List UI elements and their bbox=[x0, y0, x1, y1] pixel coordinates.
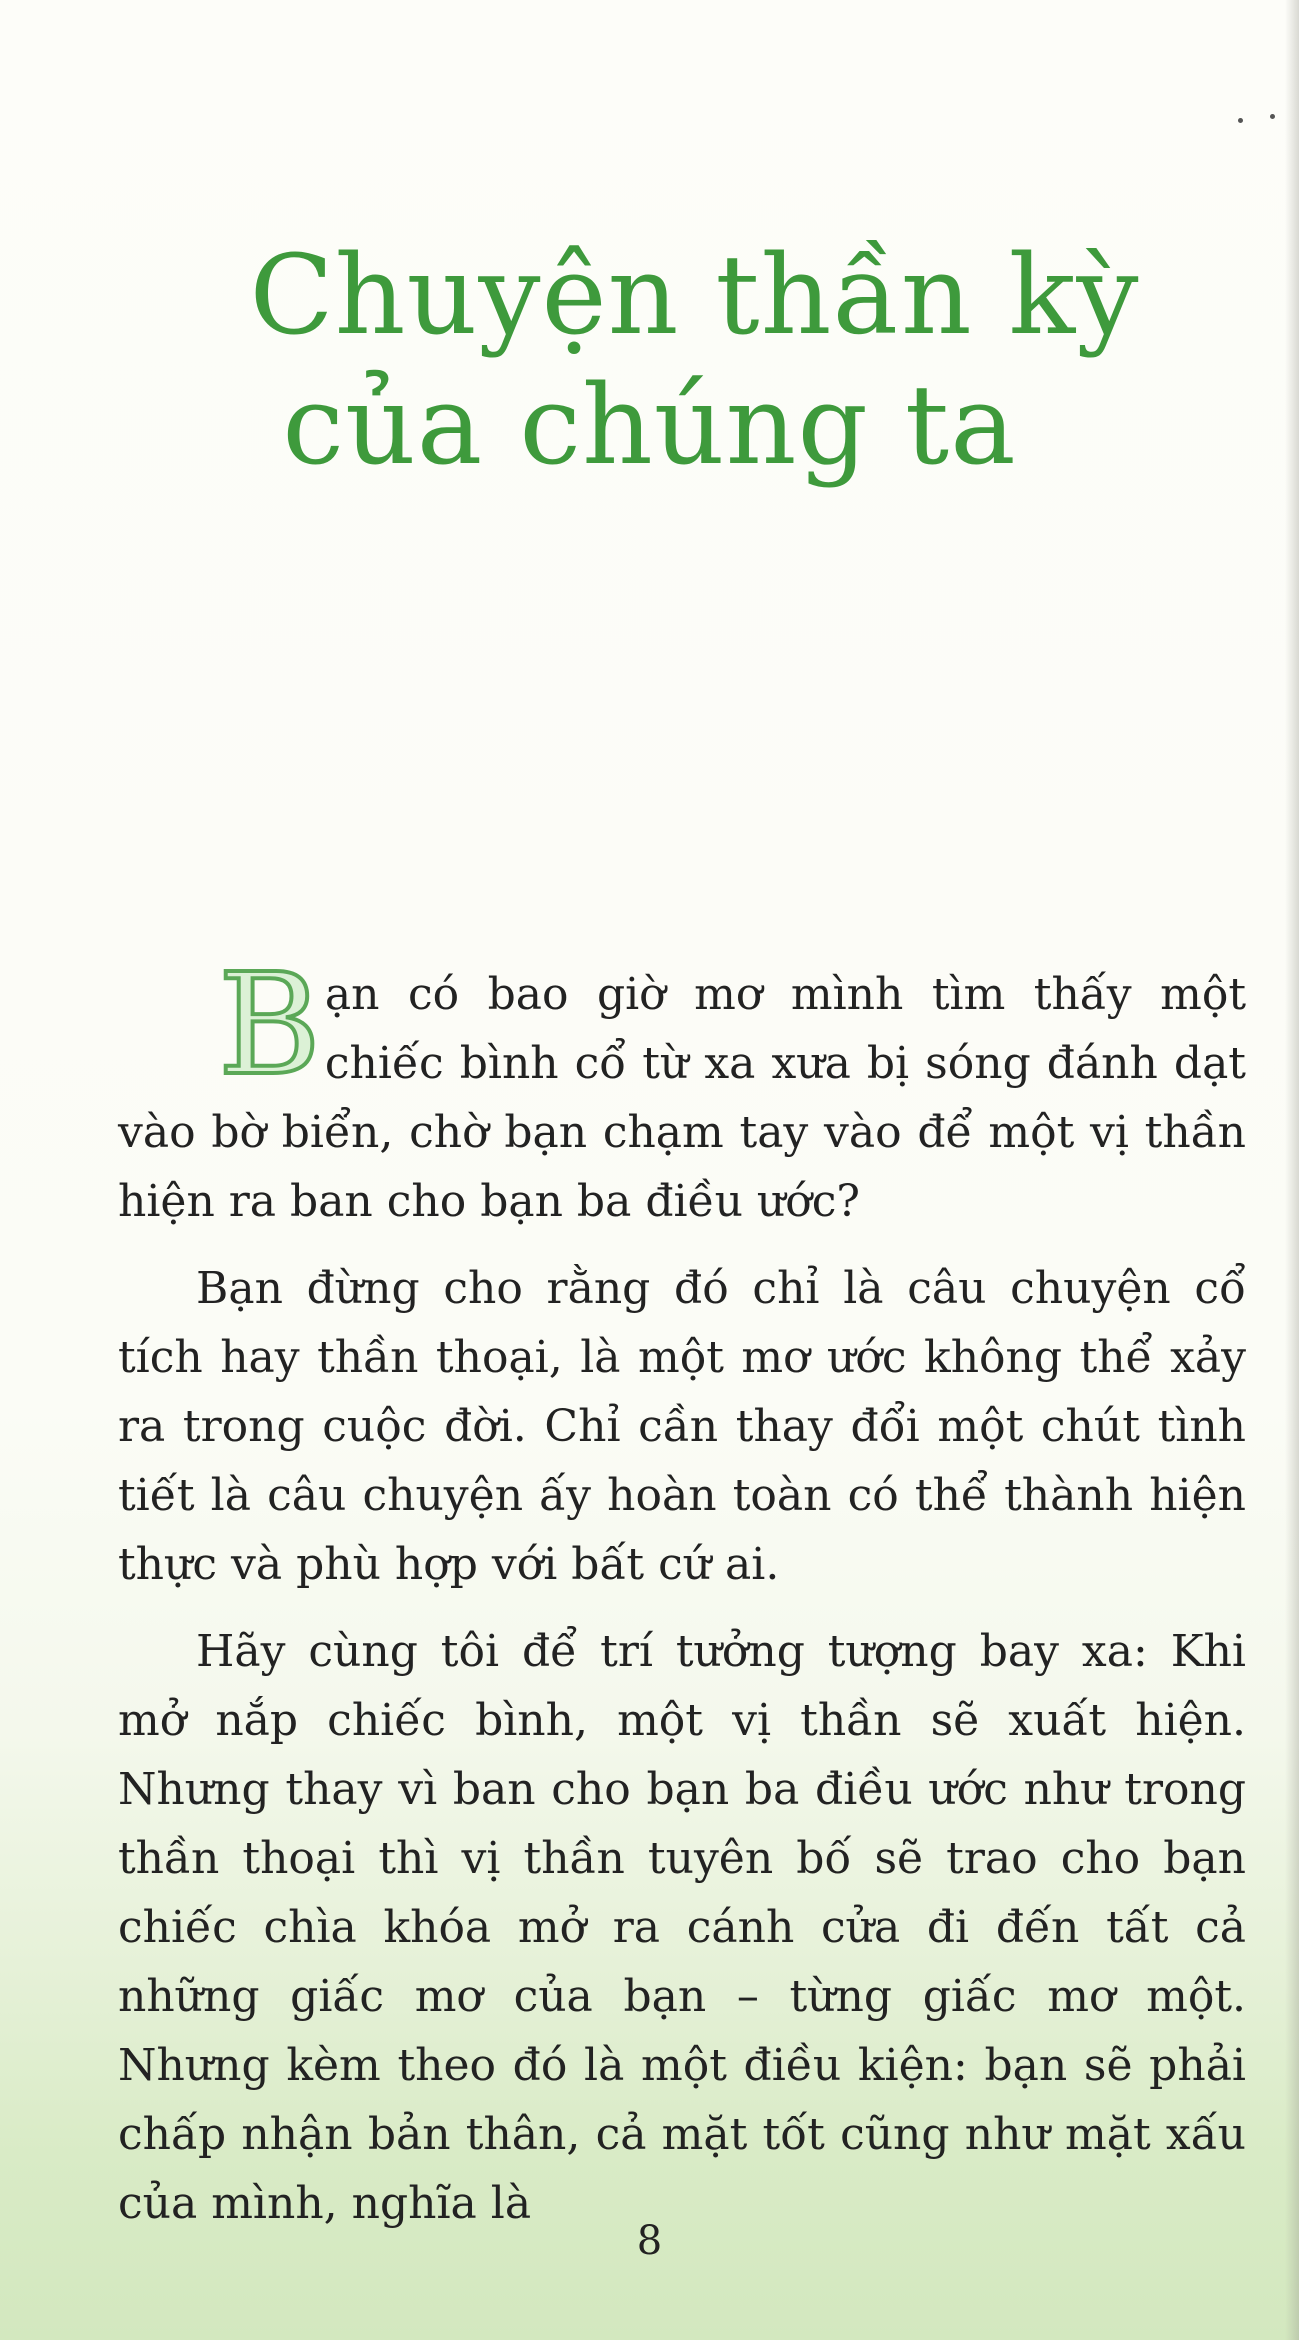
paragraph-3: Hãy cùng tôi để trí tưởng tượng bay xa: Khi mở nắp chiếc bình, một vị thần sẽ xuất hiện. Nhưng thay vì ban cho bạn ba điều ước như trong thần thoại thì vị thần tuyên bố sẽ trao cho bạn chiếc chìa khóa mở ra cánh cửa đi đến tất cả những giấc mơ của bạn – từng giấc mơ một. Nhưng kèm theo đó là một điều kiện: bạn sẽ phải chấp nhận bản thân, cả mặt tốt cũng như mặt xấu của mình, nghĩa là bbox=[118, 1626, 1246, 2229]
drop-cap: B bbox=[218, 944, 321, 1107]
paragraph-1-text: ạn có bao giờ mơ mình tìm thấy một chiếc bình cổ từ xa xưa bị sóng đánh dạt vào bờ biển, chờ bạn chạm tay vào để một vị thần hiện ra ban cho bạn ba điều ước? bbox=[118, 969, 1246, 1227]
chapter-body bbox=[118, 944, 1246, 2256]
chapter-title-line-2: của chúng ta bbox=[282, 361, 1017, 489]
chapter-title bbox=[0, 230, 1299, 490]
print-speck bbox=[1270, 114, 1275, 119]
print-speck bbox=[1238, 118, 1243, 123]
chapter-title-line-1: Chuyện thần kỳ bbox=[249, 231, 1140, 359]
paragraph-1 bbox=[118, 944, 1246, 1236]
paragraph-2: Bạn đừng cho rằng đó chỉ là câu chuyện cổ tích hay thần thoại, là một mơ ước không thể xảy ra trong cuộc đời. Chỉ cần thay đổi một chút tình tiết là câu chuyện ấy hoàn toàn có thể thành hiện thực và phù hợp với bất cứ ai. bbox=[118, 1263, 1246, 1590]
page-number: 8 bbox=[636, 2218, 663, 2264]
